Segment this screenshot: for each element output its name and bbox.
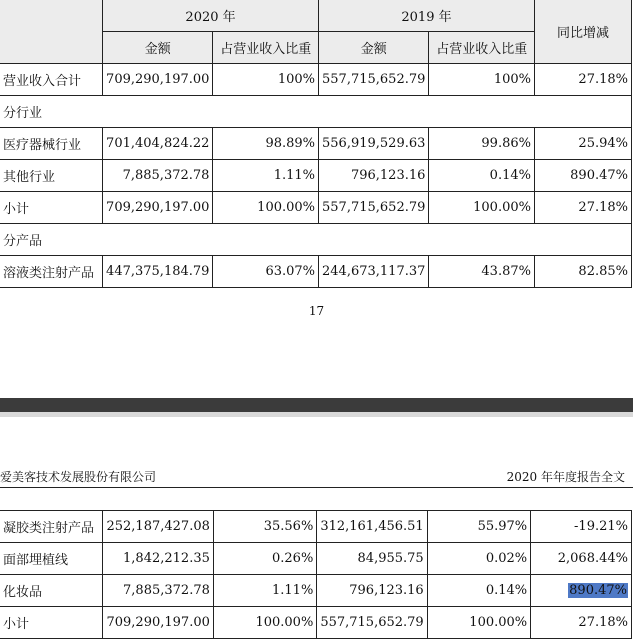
cell-ratio-2019: 100% [429, 64, 535, 96]
cell-ratio-2019: 0.14% [429, 160, 535, 192]
page-break-gap [0, 412, 633, 417]
cell-ratio-2019: 55.97% [427, 511, 530, 543]
revenue-composition-table [0, 0, 632, 288]
cell-yoy: 82.85% [534, 256, 631, 288]
page-number: 17 [308, 304, 325, 318]
table-row [0, 256, 632, 288]
company-name: 爱美客技术发展股份有限公司 [0, 470, 157, 484]
header-amount-2019: 金额 [319, 32, 429, 64]
cell-amount-2019: 312,161,456.51 [317, 511, 427, 543]
cell-amount-2019: 556,919,529.63 [319, 128, 429, 160]
header-year-2020: 2020 年 [103, 0, 319, 32]
cell-ratio-2019: 100.00% [427, 607, 530, 639]
row-label: 其他行业 [0, 160, 103, 192]
cell-yoy: 27.18% [531, 607, 632, 639]
cell-ratio-2019: 0.14% [427, 575, 530, 607]
table-row [0, 511, 632, 543]
row-label: 凝胶类注射产品 [0, 511, 103, 543]
cell-amount-2020: 7,885,372.78 [103, 160, 213, 192]
cell-yoy: 27.18% [534, 192, 631, 224]
cell-amount-2019: 796,123.16 [317, 575, 427, 607]
cell-ratio-2020: 100% [213, 64, 319, 96]
running-header-rule [0, 487, 633, 488]
cell-yoy: 27.18% [534, 64, 631, 96]
cell-ratio-2020: 1.11% [213, 160, 319, 192]
header-ratio-2019: 占营业收入比重 [429, 32, 535, 64]
cell-yoy: 890.47% [534, 160, 631, 192]
table-row [0, 543, 632, 575]
header-amount-2020: 金额 [103, 32, 213, 64]
cell-ratio-2020: 98.89% [213, 128, 319, 160]
table-row [0, 607, 632, 639]
row-label: 营业收入合计 [0, 64, 103, 96]
section-by-industry: 分行业 [0, 96, 632, 128]
header-year-2019: 2019 年 [319, 0, 535, 32]
cell-ratio-2020: 100.00% [213, 192, 319, 224]
table-row [0, 160, 632, 192]
cell-ratio-2020: 100.00% [213, 607, 316, 639]
revenue-composition-table-continued [0, 510, 632, 639]
cell-amount-2019: 557,715,652.79 [317, 607, 427, 639]
cell-ratio-2019: 100.00% [429, 192, 535, 224]
cell-yoy: -19.21% [531, 511, 632, 543]
header-yoy-change: 同比增减 [534, 0, 631, 64]
cell-yoy[interactable] [531, 575, 632, 607]
cell-ratio-2019: 99.86% [429, 128, 535, 160]
row-label: 化妆品 [0, 575, 103, 607]
report-title: 2020 年年度报告全文 [506, 470, 625, 484]
cell-ratio-2020: 0.26% [213, 543, 316, 575]
cell-amount-2019: 796,123.16 [319, 160, 429, 192]
cell-yoy: 2,068.44% [531, 543, 632, 575]
cell-ratio-2020: 1.11% [213, 575, 316, 607]
cell-yoy: 25.94% [534, 128, 631, 160]
row-label: 医疗器械行业 [0, 128, 103, 160]
table-row-total [0, 64, 632, 96]
row-label: 溶液类注射产品 [0, 256, 103, 288]
cell-amount-2019: 244,673,117.37 [319, 256, 429, 288]
row-label: 面部埋植线 [0, 543, 103, 575]
page-break-divider [0, 398, 633, 412]
cell-amount-2020: 709,290,197.00 [103, 192, 213, 224]
cell-ratio-2019: 43.87% [429, 256, 535, 288]
cell-amount-2019: 557,715,652.79 [319, 192, 429, 224]
row-label: 小计 [0, 607, 103, 639]
table-row [0, 128, 632, 160]
cell-amount-2020: 701,404,824.22 [103, 128, 213, 160]
table-row [0, 192, 632, 224]
selected-text-highlight[interactable]: 890.47% [569, 583, 627, 598]
cell-amount-2020: 7,885,372.78 [103, 575, 213, 607]
cell-ratio-2020: 35.56% [213, 511, 316, 543]
cell-amount-2019: 84,955.75 [317, 543, 427, 575]
section-by-product: 分产品 [0, 224, 632, 256]
cell-ratio-2019: 0.02% [427, 543, 530, 575]
header-blank [0, 0, 103, 64]
cell-amount-2020: 709,290,197.00 [103, 64, 213, 96]
cell-amount-2019: 557,715,652.79 [319, 64, 429, 96]
cell-amount-2020: 252,187,427.08 [103, 511, 213, 543]
cell-amount-2020: 1,842,212.35 [103, 543, 213, 575]
cell-amount-2020: 447,375,184.79 [103, 256, 213, 288]
table-row [0, 575, 632, 607]
row-label: 小计 [0, 192, 103, 224]
cell-amount-2020: 709,290,197.00 [103, 607, 213, 639]
cell-ratio-2020: 63.07% [213, 256, 319, 288]
header-ratio-2020: 占营业收入比重 [213, 32, 319, 64]
